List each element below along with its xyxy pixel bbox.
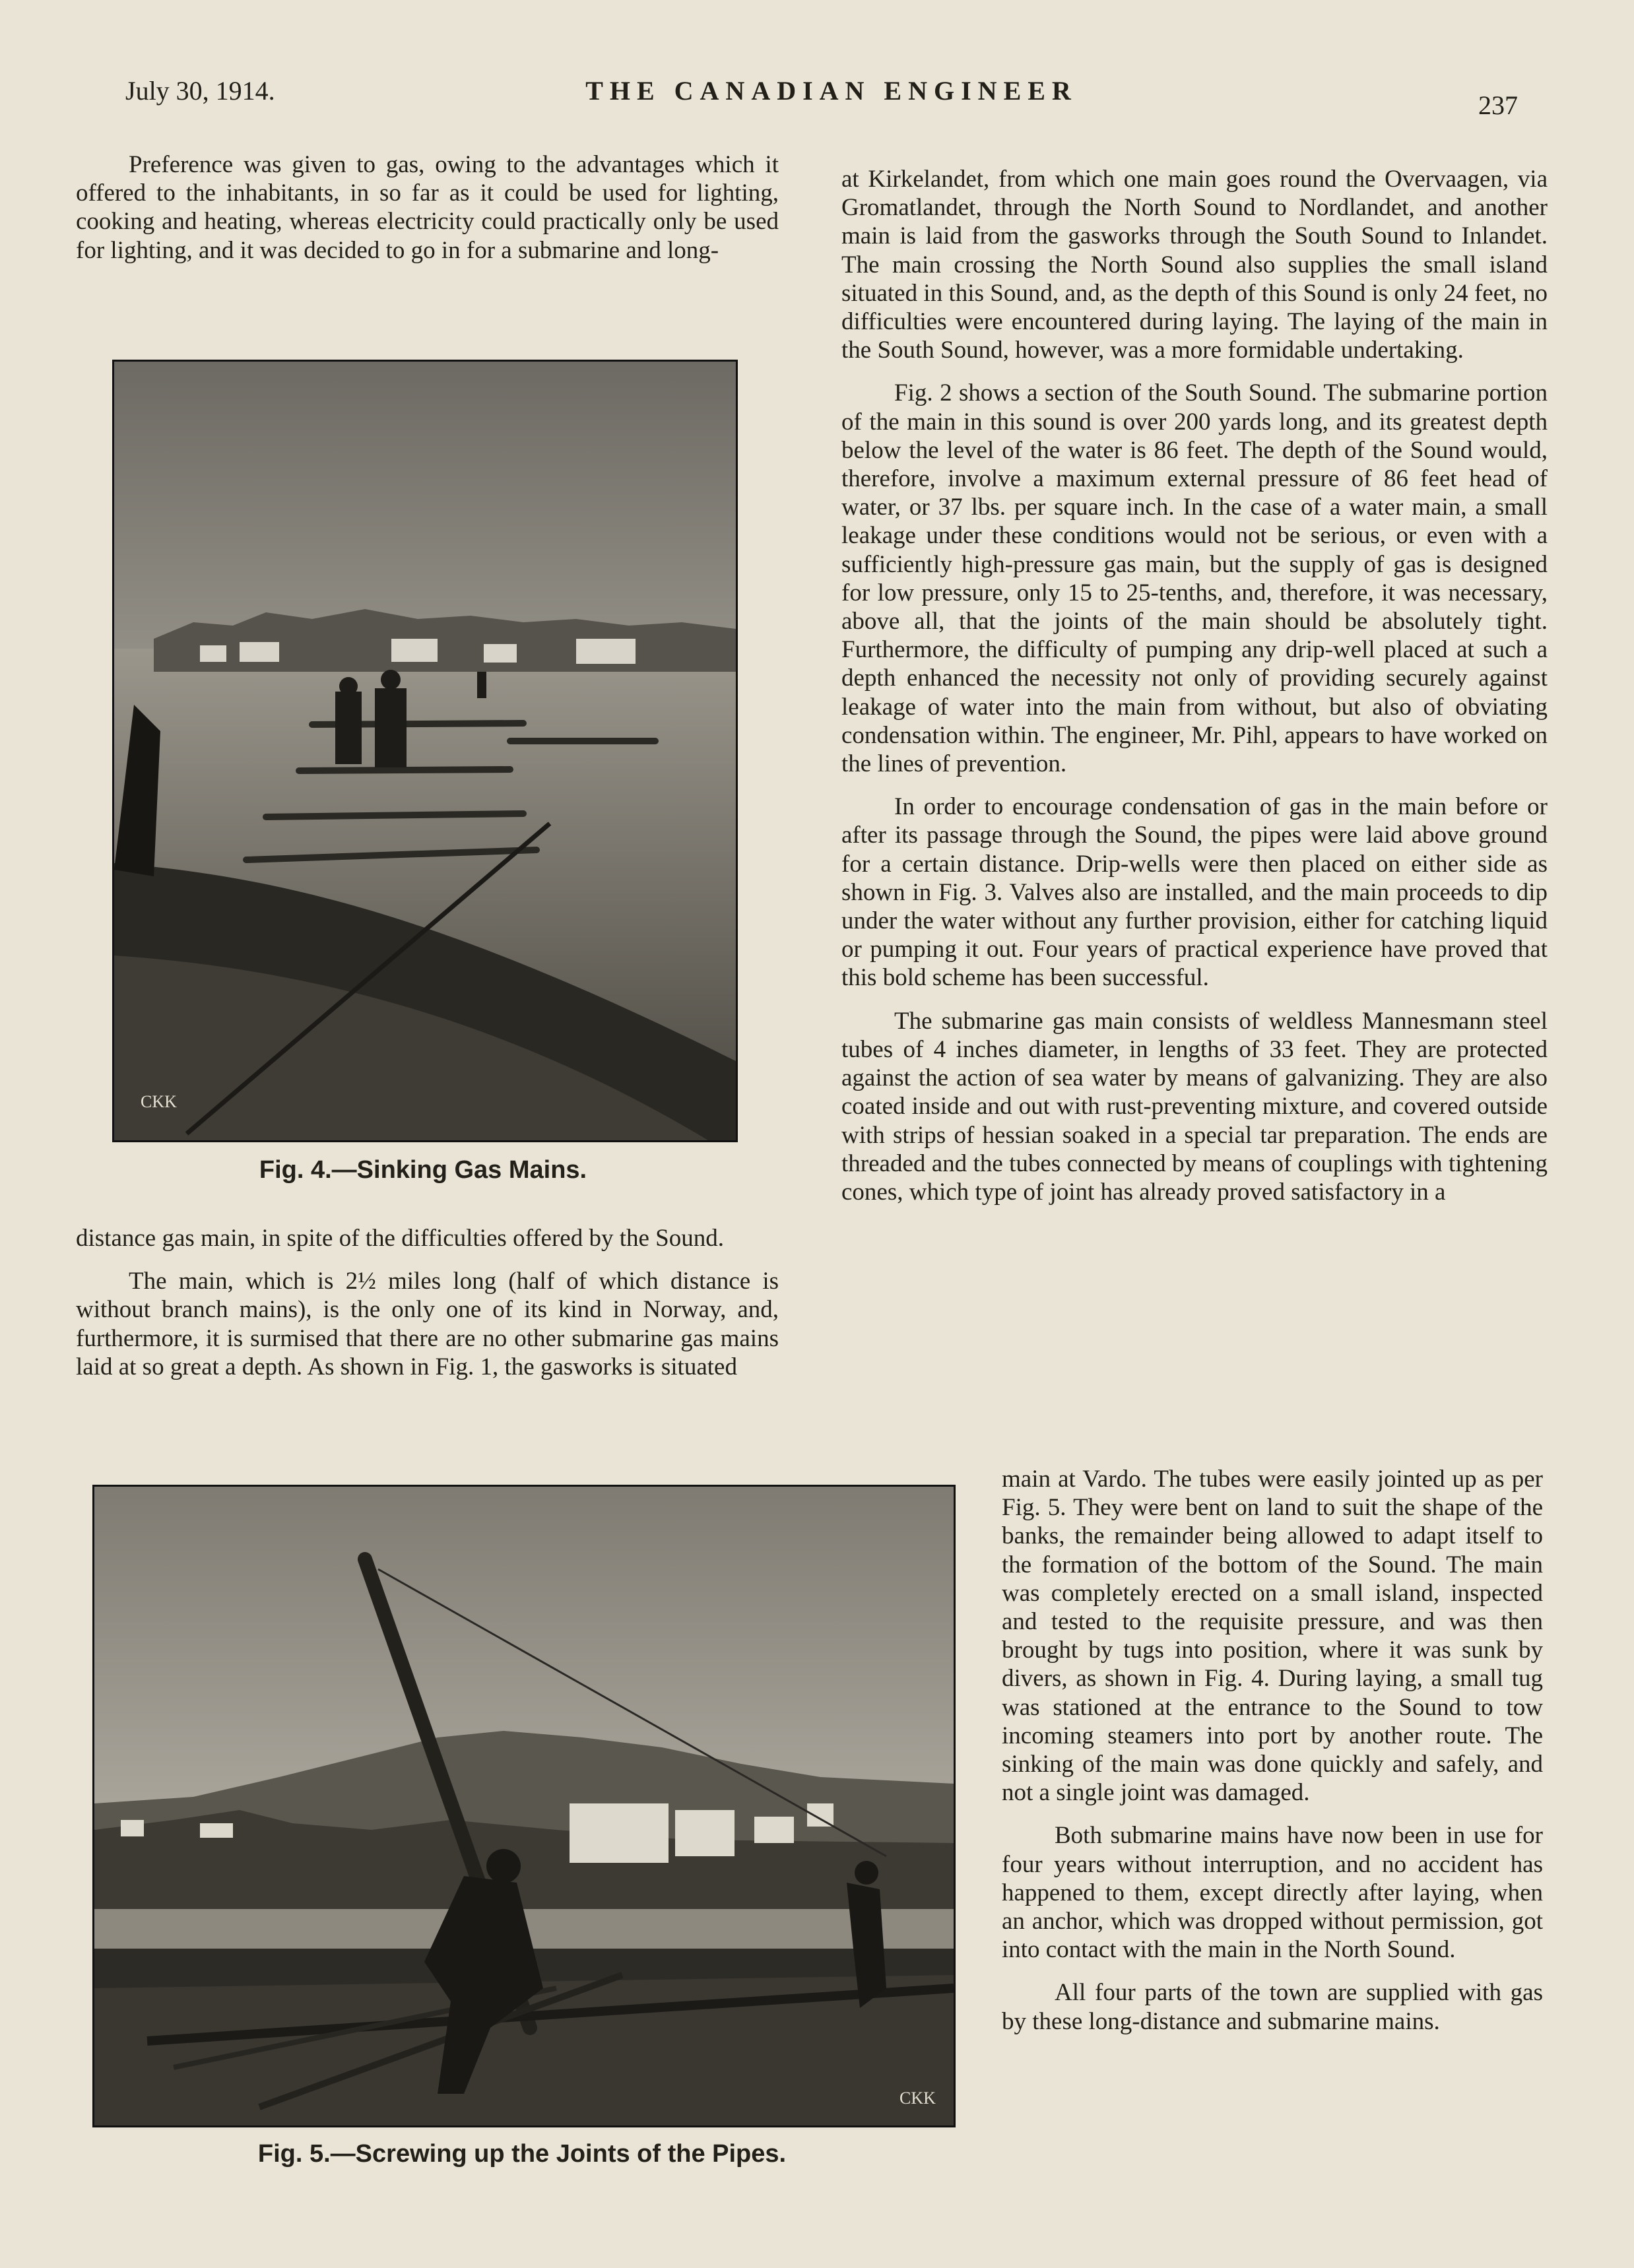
continuation-paragraph: distance gas main, in spite of the difficulties offered by the Sound. bbox=[76, 1225, 724, 1252]
fig4-photo bbox=[112, 360, 738, 1142]
fig5-caption: Fig. 5.—Screwing up the Joints of the Pipes. bbox=[257, 2140, 787, 2168]
right-paragraph-2: Fig. 2 shows a section of the South Sound. The submarine portion of the main in this sound is over 200 yards long, and its greatest depth below the level of the water is 86 feet. The depth of the Sound would, therefore, involve a maximum external pressure of 86 feet head of water, or 37 lbs. per square inch. In the case of a water main, a small leakage under these conditions would not be serious, or even with a sufficiently high-pressure gas main, but the supply of gas is designed for low pressure, only 15 to 25-tenths, and, therefore, it was necessary, above all, that the joints of the main should be absolutely tight. Furthermore, the difficulty of pumping any drip-well placed at such a depth enhanced the necessity not only of providing securely against leakage of water into the main from without, but also of obviating condensation within. The engineer, Mr. Pihl, appears to have worked on the lines of prevention. bbox=[841, 379, 1548, 778]
fig4-monogram: CKK bbox=[141, 1092, 177, 1111]
intro-paragraph: Preference was given to gas, owing to the advantages which it offered to the inhabitants, in so far as it could be used for lighting, cooking and heating, whereas electricity could practically only be used for lighting, and it was decided to go in for a submarine and long- bbox=[76, 151, 779, 264]
right-column bbox=[841, 165, 1548, 1206]
right-paragraph-4: The submarine gas main consists of weldless Mannesmann steel tubes of 4 inches diameter, in lengths of 33 feet. They are protected against the action of sea water by means of galvanizing. They are also coated inside and out with rust-preventing mixture, and covered outside with strips of hessian soaked in a special tar preparation. The ends are threaded and the tubes connected by means of couplings with tightening cones, which type of joint has already proved satisfactory in a bbox=[841, 1007, 1548, 1206]
left-intro-block bbox=[76, 150, 779, 265]
journal-title: THE CANADIAN ENGINEER bbox=[585, 76, 1078, 106]
fig5-monogram: CKK bbox=[899, 2089, 936, 2108]
right-paragraph-3: In order to encourage condensation of gas in the main before or after its passage through the Sound, the pipes were laid above ground for a certain distance. Drip-wells were then placed on either side as shown in Fig. 3. Valves also are installed, and the main proceeds to dip under the water without any further provision, either for catching liquid or pumping it out. Four years of practical experience have proved that this bold scheme has been successful. bbox=[841, 793, 1548, 992]
right-paragraph-5: Both submarine mains have now been in use for four years without interruption, and no accident has happened to them, except directly after laying, when an anchor, which was dropped without permission, got into contact with the main in the North Sound. bbox=[1002, 1822, 1543, 1964]
left-continuation-block bbox=[76, 1224, 779, 1381]
fig4-caption: Fig. 4.—Sinking Gas Mains. bbox=[259, 1156, 587, 1184]
main-paragraph: The main, which is 2½ miles long (half of which distance is without branch mains), is the only one of its kind in Norway, and, furthermore, it is surmised that there are no other submarine gas mains laid at so great a depth. As shown in Fig. 1, the gasworks is situated bbox=[76, 1268, 779, 1380]
right-paragraph-4-continued: main at Vardo. The tubes were easily jointed up as per Fig. 5. They were bent on land to suit the shape of the banks, the remainder being allowed to adapt itself to the formation of the bottom of the Sound. The main was completely erected on a small island, inspected and tested to the requisite pressure, and was then brought by tugs into position, where it was sunk by divers, as shown in Fig. 4. During laying, a small tug was stationed at the entrance to the Sound to tow incoming steamers into port by another route. The sinking of the main was done quickly and safely, and not a single joint was damaged. bbox=[1002, 1466, 1543, 1807]
right-paragraph-1: at Kirkelandet, from which one main goes round the Overvaagen, via Gromatlandet, through the North Sound to Nordlandet, and another main is laid from the gasworks through the South Sound to Inlandet. The main crossing the North Sound also supplies the small island situated in this Sound, and, as the depth of this Sound is only 24 feet, no difficulties were encountered during laying. The laying of the main in the South Sound, however, was a more formidable undertaking. bbox=[841, 166, 1548, 364]
fig5-illustration bbox=[94, 1487, 954, 2125]
fig5-photo bbox=[92, 1485, 956, 2127]
page-number: 237 bbox=[1478, 90, 1518, 120]
right-paragraph-6: All four parts of the town are supplied with gas by these long-distance and submarine mains. bbox=[1002, 1979, 1543, 2035]
page-header bbox=[0, 71, 1634, 120]
right-narrow-column bbox=[1002, 1465, 1543, 2036]
fig4-illustration bbox=[114, 362, 736, 1140]
issue-date: July 30, 1914. bbox=[125, 76, 275, 106]
